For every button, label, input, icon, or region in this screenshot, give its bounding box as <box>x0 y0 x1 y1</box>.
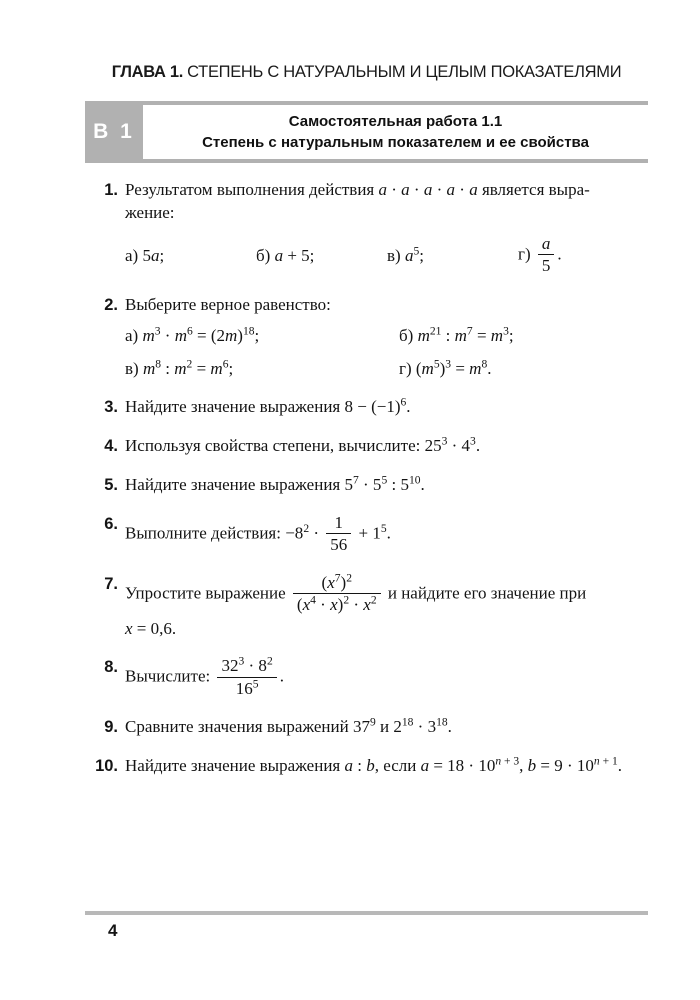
problem-body <box>118 293 648 380</box>
problem-text: Выполните действия: $-8^2$ · $\frac{1}{56}$ + $1^5$. <box>125 512 391 555</box>
page-content <box>85 0 648 793</box>
problem-text: Используя свойства степени, вычислите: $25^3 \cdot 4^3$. <box>125 434 481 456</box>
option-b: б) $m^{21}$ : $m^7 = m^3$; <box>399 324 514 346</box>
problem-7 <box>85 572 648 641</box>
work-title-box <box>143 105 648 159</box>
problem-text: Найдите значение выражения $8 - (-1)^6$. <box>125 395 411 417</box>
problem-text: Выберите верное равенство: <box>125 295 331 314</box>
chapter-title: СТЕПЕНЬ С НАТУРАЛЬНЫМ И ЦЕЛЫМ ПОКАЗАТЕЛЯМИ <box>187 63 622 81</box>
option-a: а) 5a; <box>125 245 165 265</box>
problem-number: 4. <box>104 437 118 456</box>
option-b: б) a + 5; <box>256 245 315 265</box>
problem-number: 1. <box>104 181 118 199</box>
work-title-line1: Самостоятельная работа 1.1 <box>288 113 503 130</box>
option-g: г) $(m^5)^3 = m^8$. <box>399 357 492 378</box>
problem-8 <box>85 655 648 700</box>
problem-body <box>118 178 648 278</box>
problem-text: Найдите значение выражения a : b, если $a = 18 \cdot 10^{n + 3}$, $b = 9 \cdot 10^{n + 1}$. <box>125 754 623 776</box>
problem-9 <box>85 715 648 739</box>
work-title-line2: Степень с натуральным показателем и ее свойства <box>202 134 589 151</box>
problem-options <box>125 233 648 278</box>
problem-number: 2. <box>104 296 118 314</box>
problem-number: 5. <box>104 475 118 494</box>
option-g: г) $\frac{a}{5}$ . <box>518 233 562 276</box>
problem-number: 9. <box>104 718 118 737</box>
problem-number: 8. <box>104 658 118 677</box>
problem-text: Упростите выражение $\frac{(x^7)^2}{(x^4 \cdot x)^2 \cdot x^2}$ и найдите его значение при x = 0,6. <box>125 571 587 638</box>
problem-4 <box>85 434 648 458</box>
page-number: 4 <box>108 921 118 940</box>
problem-text: Результатом выполнения действия a · a · a · a · a является выра- жение: <box>125 180 590 223</box>
problem-1 <box>85 178 648 278</box>
problem-number: 7. <box>104 574 118 593</box>
problem-text: Сравните значения выражений $37^9$ и $2^{18} \cdot 3^{18}$. <box>125 715 452 737</box>
problem-text: Вычислите: $\frac{32^3 \cdot 8^2}{16^5}$ . <box>125 654 284 698</box>
problem-number: 10. <box>95 757 118 776</box>
problem-2 <box>85 293 648 380</box>
problem-6 <box>85 512 648 557</box>
problem-options <box>125 324 648 380</box>
option-v: в) $m^8$ : $m^2 = m^6$; <box>125 357 234 378</box>
chapter-label: ГЛАВА 1. <box>111 63 184 81</box>
work-header-band <box>85 101 648 163</box>
variant-badge: В 1 <box>93 120 135 143</box>
option-v: в) $a^5$; <box>387 244 424 265</box>
problem-5 <box>85 473 648 497</box>
problem-text: Найдите значение выражения $5^7 \cdot 5^5$ : $5^{10}$. <box>125 473 425 494</box>
problem-10 <box>85 754 648 778</box>
chapter-heading <box>85 62 648 82</box>
problem-number: 6. <box>104 514 118 533</box>
option-a: а) $m^3 \cdot m^6 = (2m)^{18}$; <box>125 324 260 346</box>
problem-number: 3. <box>104 398 118 417</box>
footer-divider <box>85 911 648 915</box>
problem-list <box>85 178 648 778</box>
problem-3 <box>85 395 648 419</box>
